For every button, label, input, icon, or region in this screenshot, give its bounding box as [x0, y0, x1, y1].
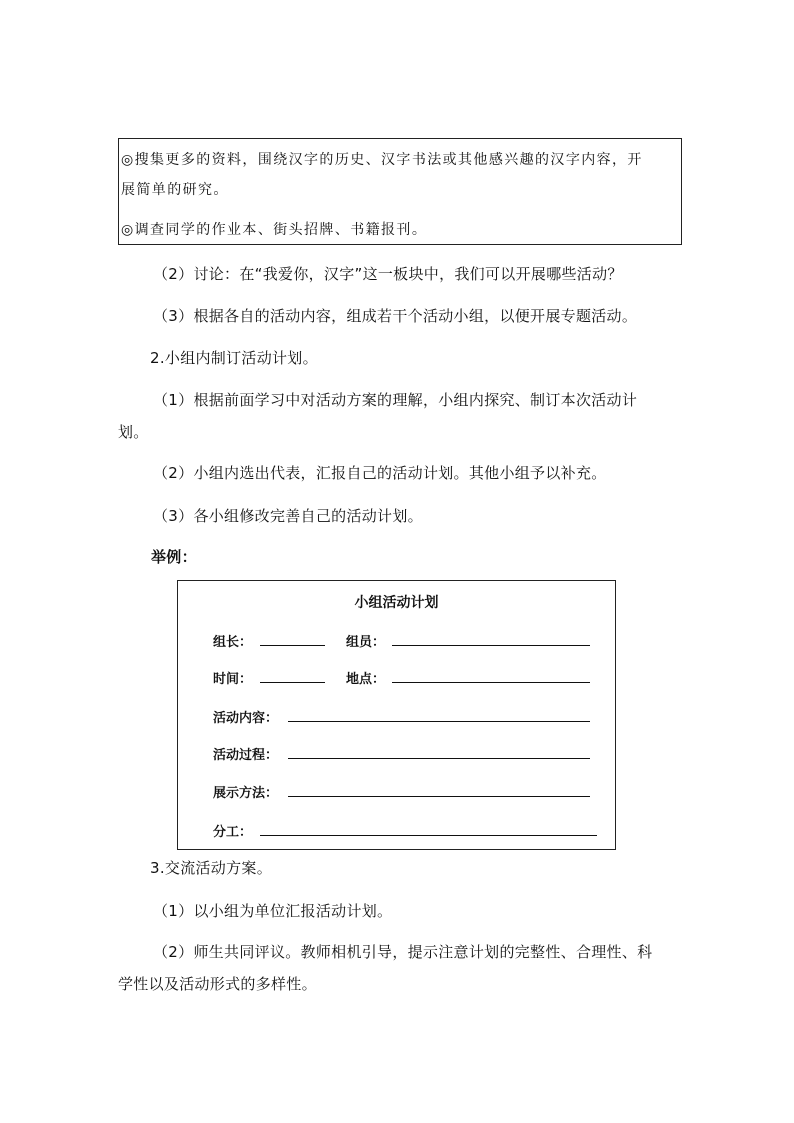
paragraph-plan-2: （2）小组内选出代表，汇报自己的活动计划。其他小组予以补充。: [153, 464, 607, 482]
paragraph-plan-3: （3）各小组修改完善自己的活动计划。: [153, 507, 423, 525]
resource-box: [118, 138, 682, 245]
paragraph-exchange-2a: （2）师生共同评议。教师相机引导，提示注意计划的完整性、合理性、科: [153, 943, 653, 961]
section-heading-2: 2.小组内制订活动计划。: [150, 349, 318, 367]
plan-content-label: 活动内容：: [213, 711, 279, 726]
plan-process-blank[interactable]: [288, 758, 590, 759]
plan-time-blank[interactable]: [260, 682, 325, 683]
group-activity-plan: [177, 580, 616, 850]
paragraph-plan-1a: （1）根据前面学习中对活动方案的理解，小组内探究、制订本次活动计: [153, 391, 638, 409]
section-heading-3: 3.交流活动方案。: [150, 859, 273, 877]
paragraph-discussion: （2）讨论：在“我爱你，汉字”这一板块中，我们可以开展哪些活动？: [153, 265, 623, 283]
paragraph-groups: （3）根据各自的活动内容，组成若干个活动小组，以便开展专题活动。: [153, 307, 638, 325]
plan-display-label: 展示方法：: [213, 786, 279, 801]
plan-time-label: 时间：: [213, 672, 253, 687]
plan-place-label: 地点：: [346, 672, 386, 687]
plan-content-blank[interactable]: [288, 721, 590, 722]
paragraph-exchange-1: （1）以小组为单位汇报活动计划。: [153, 902, 393, 920]
plan-leader-label: 组长：: [213, 635, 253, 650]
plan-title: 小组活动计划: [354, 595, 439, 611]
plan-members-blank[interactable]: [392, 645, 590, 646]
resource-line-1: ◎搜集更多的资料，围绕汉字的历史、汉字书法或其他感兴趣的汉字内容，开: [121, 152, 643, 168]
plan-division-label: 分工：: [213, 825, 253, 840]
plan-place-blank[interactable]: [392, 682, 590, 683]
plan-leader-blank[interactable]: [260, 645, 325, 646]
example-label: 举例：: [151, 548, 197, 566]
paragraph-plan-1b: 划。: [118, 423, 149, 441]
plan-process-label: 活动过程：: [213, 748, 279, 763]
resource-line-3: ◎调查同学的作业本、街头招牌、书籍报刊。: [121, 222, 428, 238]
plan-members-label: 组员：: [346, 635, 386, 650]
resource-line-2: 展简单的研究。: [121, 182, 229, 198]
plan-display-blank[interactable]: [288, 796, 590, 797]
paragraph-exchange-2b: 学性以及活动形式的多样性。: [118, 975, 317, 993]
plan-division-blank[interactable]: [260, 835, 597, 836]
